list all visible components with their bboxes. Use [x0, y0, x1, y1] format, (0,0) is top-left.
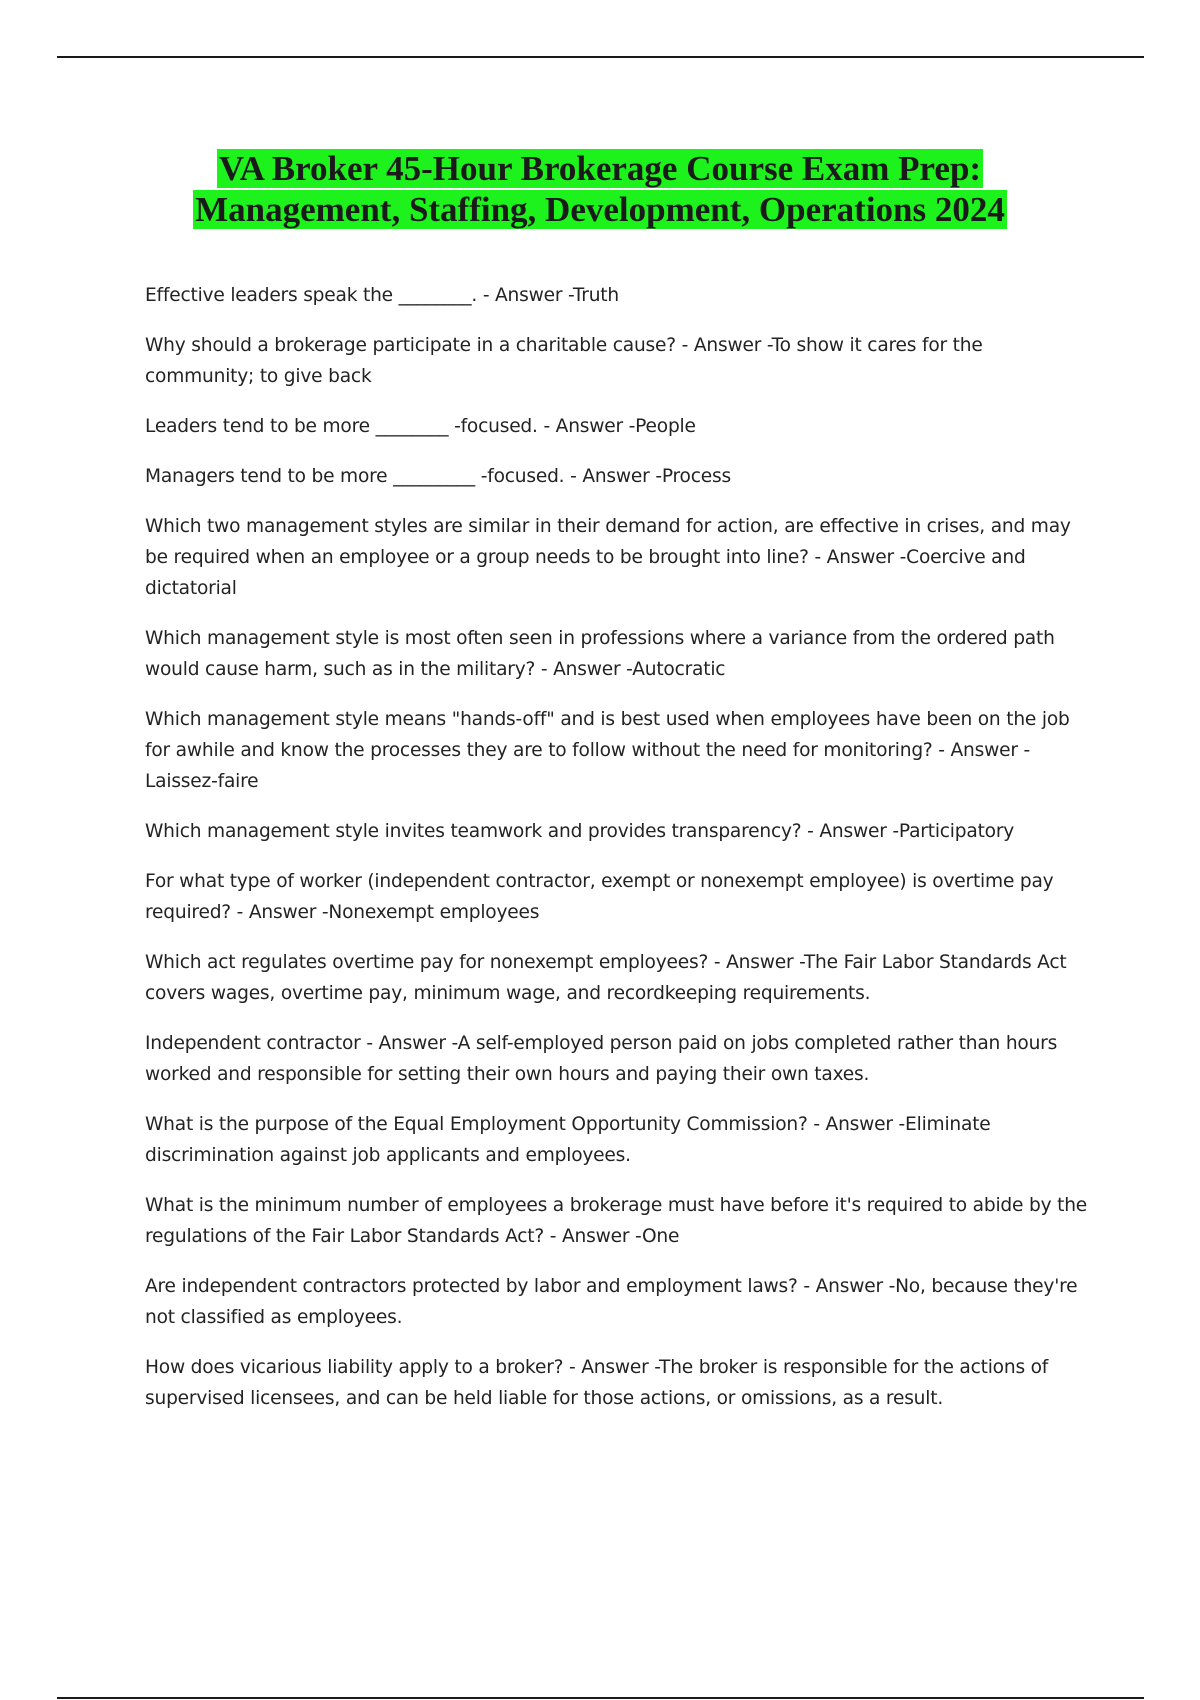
- qa-item: Independent contractor - Answer -A self-employed person paid on jobs completed rather than hours worked and responsible for setting their own hours and paying their own taxes.: [145, 1033, 1058, 1085]
- qa-item: How does vicarious liability apply to a broker? - Answer -The broker is responsible for the actions of supervised licensees, and can be held liable for those actions, or omissions, as a result.: [145, 1357, 1049, 1409]
- qa-item: Which management style is most often seen in professions where a variance from the ordered path would cause harm, such as in the military? - Answer -Autocratic: [145, 628, 1055, 680]
- document-title: [0, 148, 1200, 230]
- qa-item: Are independent contractors protected by labor and employment laws? - Answer -No, because they're not classified as employees.: [145, 1276, 1078, 1328]
- qa-item: What is the purpose of the Equal Employment Opportunity Commission? - Answer -Eliminate discrimination against job applicants and employees.: [145, 1114, 991, 1166]
- top-rule: [57, 56, 1144, 58]
- qa-item: Which act regulates overtime pay for nonexempt employees? - Answer -The Fair Labor Standards Act covers wages, overtime pay, minimum wage, and recordkeeping requirements.: [145, 952, 1067, 1004]
- qa-item: Leaders tend to be more ________ -focused. - Answer -People: [145, 416, 696, 437]
- qa-item: What is the minimum number of employees a brokerage must have before it's required to abide by the regulations of the Fair Labor Standards Act? - Answer -One: [145, 1195, 1088, 1247]
- title-line-2: Management, Staffing, Development, Operations 2024: [195, 190, 1005, 229]
- qa-item: Which management style means "hands-off" and is best used when employees have been on the job for awhile and know the processes they are to follow without the need for monitoring? - Answer -Laissez-faire: [145, 709, 1070, 792]
- qa-item: Managers tend to be more _________ -focused. - Answer -Process: [145, 466, 731, 487]
- title-line-1: VA Broker 45-Hour Brokerage Course Exam Prep:: [218, 149, 982, 188]
- bottom-rule: [57, 1697, 1144, 1699]
- qa-item: Effective leaders speak the ________. - Answer -Truth: [145, 285, 619, 306]
- qa-item: Which two management styles are similar in their demand for action, are effective in crises, and may be required when an employee or a group needs to be brought into line? - Answer -Coercive and dictatorial: [145, 516, 1071, 599]
- qa-item: Which management style invites teamwork and provides transparency? - Answer -Participatory: [145, 821, 1015, 842]
- qa-item: Why should a brokerage participate in a charitable cause? - Answer -To show it cares for the community; to give back: [145, 335, 983, 387]
- qa-list: [145, 280, 1095, 1433]
- qa-item: For what type of worker (independent contractor, exempt or nonexempt employee) is overtime pay required? - Answer -Nonexempt employees: [145, 871, 1054, 923]
